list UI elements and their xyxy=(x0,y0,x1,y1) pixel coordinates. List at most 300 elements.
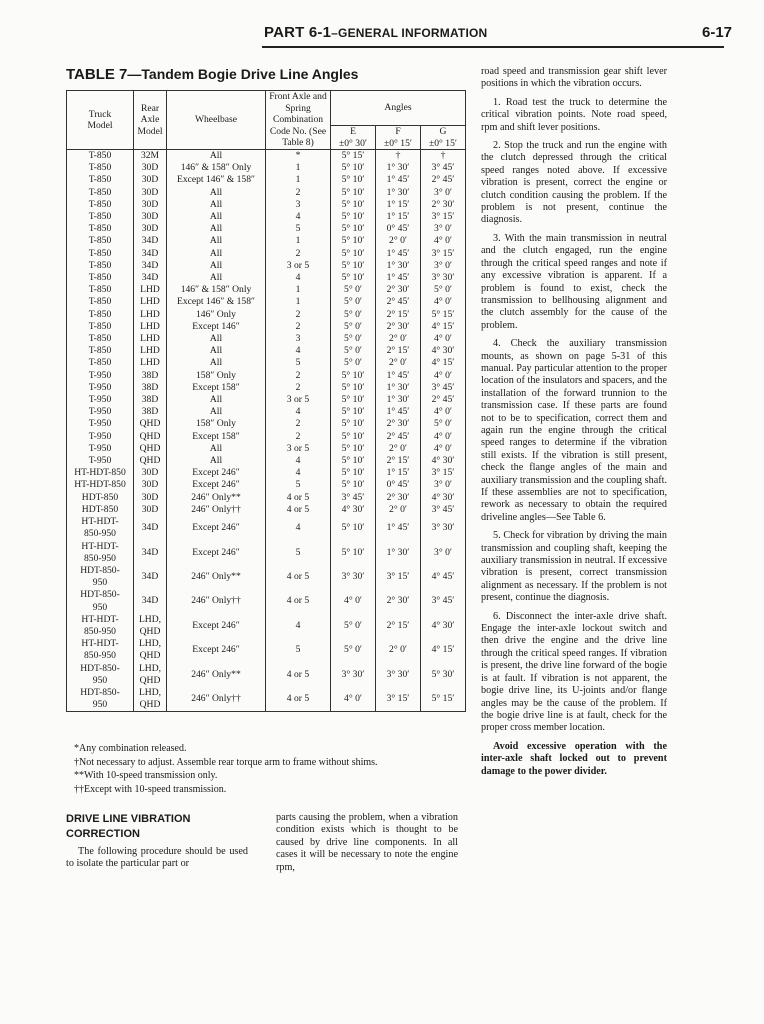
cell-truck-model: T-850 xyxy=(67,211,134,223)
cell-code: 4 or 5 xyxy=(266,589,331,613)
cell-rear-axle: QHD xyxy=(134,418,167,430)
cell-wheelbase: 246″ Only** xyxy=(167,663,266,687)
cell-angle-e: 5° 10′ xyxy=(331,516,376,540)
table-row xyxy=(67,406,466,418)
cell-code: 3 or 5 xyxy=(266,443,331,455)
cell-rear-axle: LHD, QHD xyxy=(134,663,167,687)
cell-angle-f: 1° 45′ xyxy=(376,248,421,260)
cell-rear-axle: 38D xyxy=(134,406,167,418)
step-1: 1. Road test the truck to determine the critical vibration points. Note road speed, rpm and shift lever positions. xyxy=(481,96,667,133)
cell-code: 4 xyxy=(266,345,331,357)
cell-angle-e: 5° 0′ xyxy=(331,309,376,321)
cell-truck-model: T-850 xyxy=(67,321,134,333)
cell-angle-e: 5° 10′ xyxy=(331,235,376,247)
cell-angle-f: 2° 15′ xyxy=(376,614,421,638)
cell-wheelbase: All xyxy=(167,272,266,284)
cell-truck-model: HT-HDT- 850-950 xyxy=(67,516,134,540)
cell-angle-f: 3° 30′ xyxy=(376,663,421,687)
cell-angle-f: 1° 15′ xyxy=(376,211,421,223)
cell-truck-model: T-950 xyxy=(67,431,134,443)
part-subtitle: –GENERAL INFORMATION xyxy=(331,26,488,40)
cell-angle-e: 5° 10′ xyxy=(331,187,376,199)
cell-angle-e: 5° 10′ xyxy=(331,382,376,394)
header-f-tolerance: ±0° 15′ xyxy=(376,138,421,150)
cell-wheelbase: 146″ & 158″ Only xyxy=(167,162,266,174)
table-row xyxy=(67,357,466,369)
cell-angle-g: 3° 45′ xyxy=(421,504,466,516)
cell-truck-model: T-950 xyxy=(67,394,134,406)
cell-truck-model: T-850 xyxy=(67,150,134,163)
paragraph: parts causing the problem, when a vibration condition exists which is thought to be caused by drive line components. In all cases it will be necessary to note the engine rpm, xyxy=(276,812,458,873)
cell-angle-e: 5° 10′ xyxy=(331,260,376,272)
cell-wheelbase: All xyxy=(167,455,266,467)
cell-angle-g: 4° 30′ xyxy=(421,455,466,467)
cell-wheelbase: All xyxy=(167,260,266,272)
cell-truck-model: T-850 xyxy=(67,162,134,174)
cell-code: 2 xyxy=(266,370,331,382)
table-footnotes xyxy=(74,742,378,796)
cell-code: 4 xyxy=(266,467,331,479)
cell-angle-g: 4° 0′ xyxy=(421,333,466,345)
cell-code: 2 xyxy=(266,418,331,430)
table-row xyxy=(67,431,466,443)
cell-angle-f: 1° 45′ xyxy=(376,516,421,540)
cell-rear-axle: 34D xyxy=(134,248,167,260)
cell-angle-f: 1° 30′ xyxy=(376,162,421,174)
table-row xyxy=(67,150,466,163)
cell-code: 4 xyxy=(266,516,331,540)
cell-angle-g: 4° 15′ xyxy=(421,357,466,369)
cell-code: 5 xyxy=(266,479,331,491)
cell-angle-e: 5° 10′ xyxy=(331,248,376,260)
cell-code: 2 xyxy=(266,187,331,199)
cell-wheelbase: All xyxy=(167,211,266,223)
part-label: PART 6-1 xyxy=(264,24,332,41)
cell-angle-e: 4° 0′ xyxy=(331,687,376,712)
cell-truck-model: T-950 xyxy=(67,455,134,467)
cell-angle-g: 4° 0′ xyxy=(421,431,466,443)
table-row xyxy=(67,492,466,504)
cell-rear-axle: 38D xyxy=(134,382,167,394)
cell-code: 3 xyxy=(266,333,331,345)
cell-angle-e: 5° 0′ xyxy=(331,345,376,357)
table-row xyxy=(67,162,466,174)
table-row xyxy=(67,333,466,345)
table-row xyxy=(67,260,466,272)
cell-angle-f: 2° 30′ xyxy=(376,492,421,504)
cell-truck-model: HDT-850- 950 xyxy=(67,589,134,613)
step-3: 3. With the main transmission in neutral and the clutch engaged, run the engine through the critical speed ranges and note if any excessive vibration is apparent. If a problem is found to exist, check the transmission to bellhousing alignment and the clutch assembly for the cause of the problem. xyxy=(481,232,667,331)
cell-rear-axle: 30D xyxy=(134,504,167,516)
cell-rear-axle: 30D xyxy=(134,492,167,504)
table-row xyxy=(67,467,466,479)
cell-code: 5 xyxy=(266,541,331,565)
cell-code: 4 or 5 xyxy=(266,504,331,516)
cell-wheelbase: Except 146″ & 158″ xyxy=(167,296,266,308)
cell-angle-e: 5° 10′ xyxy=(331,174,376,186)
cell-truck-model: T-950 xyxy=(67,370,134,382)
cell-angle-e: 5° 0′ xyxy=(331,638,376,662)
cell-code: 3 or 5 xyxy=(266,394,331,406)
cell-angle-f: 2° 0′ xyxy=(376,638,421,662)
paragraph: road speed and transmission gear shift lever positions in which the vibration occurs. xyxy=(481,66,667,90)
cell-angle-e: 5° 10′ xyxy=(331,211,376,223)
cell-rear-axle: QHD xyxy=(134,431,167,443)
cell-angle-f: 1° 15′ xyxy=(376,467,421,479)
cell-rear-axle: 30D xyxy=(134,162,167,174)
cell-angle-f: 0° 45′ xyxy=(376,479,421,491)
table-row xyxy=(67,309,466,321)
cell-wheelbase: All xyxy=(167,333,266,345)
cell-angle-e: 5° 10′ xyxy=(331,479,376,491)
cell-wheelbase: Except 246″ xyxy=(167,479,266,491)
cell-angle-g: 4° 45′ xyxy=(421,565,466,589)
table-row xyxy=(67,687,466,712)
header-e-tolerance: ±0° 30′ xyxy=(331,138,376,150)
cell-angle-f: 2° 45′ xyxy=(376,431,421,443)
cell-angle-e: 5° 10′ xyxy=(331,541,376,565)
cell-angle-g: 3° 45′ xyxy=(421,162,466,174)
table-row xyxy=(67,614,466,638)
cell-rear-axle: 30D xyxy=(134,467,167,479)
cell-truck-model: HDT-850- 950 xyxy=(67,687,134,712)
cell-angle-f: 0° 45′ xyxy=(376,223,421,235)
cell-truck-model: HT-HDT- 850-950 xyxy=(67,614,134,638)
table-row xyxy=(67,638,466,662)
step-4: 4. Check the auxiliary transmission mounts, as shown on page 5-31 of this manual. Pay particular attention to the proper location of the insulators and spacers, and the installation of the forward trunnion to the transmission case. If these parts are found not to be to specification, correct them and again run the engine through the critical speed ranges to determine if the vibration still exists. If the vibration is still present, check the flange angles of the main and auxiliary transmission and the coupling shaft. If these assemblies are not to specification, rework as necessary to obtain the required driveline angles—See Table 6. xyxy=(481,338,667,523)
cell-truck-model: HDT-850- 950 xyxy=(67,663,134,687)
cell-truck-model: T-850 xyxy=(67,260,134,272)
cell-rear-axle: 38D xyxy=(134,394,167,406)
cell-wheelbase: 158″ Only xyxy=(167,418,266,430)
cell-rear-axle: 30D xyxy=(134,199,167,211)
cell-code: 3 xyxy=(266,199,331,211)
cell-truck-model: T-850 xyxy=(67,187,134,199)
cell-rear-axle: LHD, QHD xyxy=(134,687,167,712)
cell-rear-axle: 30D xyxy=(134,479,167,491)
cell-angle-f: 2° 45′ xyxy=(376,296,421,308)
section-heading-line: CORRECTION xyxy=(66,828,140,840)
cell-wheelbase: All xyxy=(167,394,266,406)
table-row xyxy=(67,382,466,394)
table-row xyxy=(67,541,466,565)
warning-note: Avoid excessive operation with the inter-axle shaft locked out to prevent damage to the power divider. xyxy=(481,740,667,777)
table-label: TABLE 7 xyxy=(66,66,128,83)
drive-line-angles-table xyxy=(66,90,466,712)
cell-angle-f: 2° 0′ xyxy=(376,504,421,516)
cell-truck-model: T-850 xyxy=(67,235,134,247)
cell-rear-axle: LHD xyxy=(134,357,167,369)
cell-wheelbase: 246″ Only†† xyxy=(167,504,266,516)
cell-wheelbase: All xyxy=(167,235,266,247)
cell-angle-f: 1° 30′ xyxy=(376,394,421,406)
step-6: 6. Disconnect the inter-axle drive shaft. Engage the inter-axle lockout switch and then drive the engine and the drive line through the critical speed ranges. If vibration is present, the drive line forward of the bogie is at fault. If vibration is not apparent, the bogie drive line, its U-joints and/or flange angles may be the cause of the problem. If the bogie drive line is at fault, check for the proper cross member location. xyxy=(481,610,667,734)
cell-code: 5 xyxy=(266,357,331,369)
cell-angle-f: 1° 30′ xyxy=(376,541,421,565)
cell-angle-e: 5° 10′ xyxy=(331,406,376,418)
cell-angle-e: 5° 10′ xyxy=(331,370,376,382)
table-row xyxy=(67,284,466,296)
cell-code: 2 xyxy=(266,248,331,260)
header-g-tolerance: ±0° 15′ xyxy=(421,138,466,150)
cell-rear-axle: 30D xyxy=(134,223,167,235)
cell-rear-axle: 34D xyxy=(134,235,167,247)
cell-code: 4 xyxy=(266,406,331,418)
cell-truck-model: T-950 xyxy=(67,443,134,455)
cell-rear-axle: 34D xyxy=(134,565,167,589)
right-column-text xyxy=(481,66,667,784)
cell-rear-axle: LHD xyxy=(134,284,167,296)
cell-angle-f: 1° 30′ xyxy=(376,260,421,272)
cell-wheelbase: 246″ Only** xyxy=(167,565,266,589)
table-row xyxy=(67,565,466,589)
cell-code: 2 xyxy=(266,309,331,321)
cell-wheelbase: 158″ Only xyxy=(167,370,266,382)
cell-angle-g: 4° 0′ xyxy=(421,296,466,308)
footnote: *Any combination released. xyxy=(74,743,187,754)
cell-angle-e: 5° 0′ xyxy=(331,614,376,638)
cell-angle-f: 1° 45′ xyxy=(376,406,421,418)
cell-code: 1 xyxy=(266,235,331,247)
cell-code: 4 or 5 xyxy=(266,687,331,712)
footnote: †Not necessary to adjust. Assemble rear torque arm to frame without shims. xyxy=(74,756,378,768)
cell-truck-model: T-850 xyxy=(67,284,134,296)
cell-angle-e: 5° 10′ xyxy=(331,199,376,211)
cell-angle-e: 5° 10′ xyxy=(331,223,376,235)
cell-code: 4 xyxy=(266,211,331,223)
cell-wheelbase: All xyxy=(167,150,266,163)
cell-angle-g: 2° 45′ xyxy=(421,394,466,406)
cell-code: 4 or 5 xyxy=(266,492,331,504)
cell-code: 4 or 5 xyxy=(266,565,331,589)
cell-wheelbase: 246″ Only** xyxy=(167,492,266,504)
cell-angle-f: 2° 30′ xyxy=(376,321,421,333)
left-column-text xyxy=(66,846,248,871)
cell-code: 2 xyxy=(266,431,331,443)
cell-rear-axle: LHD xyxy=(134,321,167,333)
table-row xyxy=(67,296,466,308)
header-front-axle: Front Axle and Spring Combination Code No. (See Table 8) xyxy=(266,91,331,150)
cell-truck-model: HT-HDT- 850-950 xyxy=(67,638,134,662)
table-row xyxy=(67,223,466,235)
cell-wheelbase: 246″ Only†† xyxy=(167,589,266,613)
cell-angle-g: 5° 0′ xyxy=(421,418,466,430)
cell-rear-axle: 38D xyxy=(134,370,167,382)
cell-angle-e: 5° 10′ xyxy=(331,272,376,284)
cell-angle-f: 2° 0′ xyxy=(376,333,421,345)
cell-wheelbase: All xyxy=(167,357,266,369)
cell-angle-e: 3° 45′ xyxy=(331,492,376,504)
cell-angle-f: 2° 15′ xyxy=(376,455,421,467)
cell-angle-g: 5° 15′ xyxy=(421,687,466,712)
cell-rear-axle: 30D xyxy=(134,211,167,223)
header-rear-axle: Rear Axle Model xyxy=(134,91,167,150)
cell-rear-axle: LHD, QHD xyxy=(134,638,167,662)
table-row xyxy=(67,394,466,406)
cell-angle-e: 3° 30′ xyxy=(331,663,376,687)
cell-truck-model: HDT-850- 950 xyxy=(67,565,134,589)
cell-angle-g: 4° 0′ xyxy=(421,443,466,455)
cell-angle-g: 4° 30′ xyxy=(421,614,466,638)
cell-truck-model: T-950 xyxy=(67,418,134,430)
table-row xyxy=(67,443,466,455)
cell-wheelbase: All xyxy=(167,248,266,260)
cell-code: 4 or 5 xyxy=(266,663,331,687)
cell-rear-axle: 32M xyxy=(134,150,167,163)
cell-rear-axle: 34D xyxy=(134,260,167,272)
cell-angle-g: 2° 45′ xyxy=(421,174,466,186)
cell-angle-e: 5° 0′ xyxy=(331,296,376,308)
cell-angle-f: 2° 0′ xyxy=(376,357,421,369)
header-f: F xyxy=(376,126,421,138)
cell-rear-axle: LHD xyxy=(134,333,167,345)
cell-rear-axle: 34D xyxy=(134,516,167,540)
cell-angle-g: 5° 30′ xyxy=(421,663,466,687)
cell-angle-f: 2° 0′ xyxy=(376,235,421,247)
cell-angle-f: 1° 30′ xyxy=(376,187,421,199)
cell-angle-g: 3° 0′ xyxy=(421,187,466,199)
cell-angle-e: 5° 10′ xyxy=(331,394,376,406)
cell-angle-e: 5° 0′ xyxy=(331,321,376,333)
header-angles: Angles xyxy=(331,91,466,126)
cell-angle-g: 2° 30′ xyxy=(421,199,466,211)
cell-angle-g: 3° 15′ xyxy=(421,467,466,479)
header-rule xyxy=(262,46,724,48)
step-2: 2. Stop the truck and run the engine with the clutch depressed through the critical speed ranges noted above. If excessive vibration is present, correct the engine or clutch condition causing the problem. If the problem is not present, continue the diagnosis. xyxy=(481,140,667,226)
cell-angle-e: 4° 0′ xyxy=(331,589,376,613)
table-row xyxy=(67,589,466,613)
cell-angle-g: 3° 30′ xyxy=(421,272,466,284)
table-row xyxy=(67,418,466,430)
cell-angle-g: 3° 0′ xyxy=(421,223,466,235)
cell-wheelbase: Except 158″ xyxy=(167,431,266,443)
cell-angle-f: 1° 30′ xyxy=(376,382,421,394)
cell-truck-model: HDT-850 xyxy=(67,492,134,504)
cell-code: 1 xyxy=(266,174,331,186)
cell-code: 5 xyxy=(266,638,331,662)
table-row xyxy=(67,321,466,333)
cell-rear-axle: QHD xyxy=(134,443,167,455)
cell-rear-axle: 34D xyxy=(134,589,167,613)
cell-code: 3 or 5 xyxy=(266,260,331,272)
cell-angle-e: 5° 10′ xyxy=(331,467,376,479)
table-row xyxy=(67,272,466,284)
table-row xyxy=(67,516,466,540)
header-truck-model: Truck Model xyxy=(67,91,134,150)
cell-angle-e: 5° 10′ xyxy=(331,418,376,430)
cell-angle-g: 4° 0′ xyxy=(421,406,466,418)
cell-angle-g: 3° 0′ xyxy=(421,541,466,565)
table-row xyxy=(67,345,466,357)
cell-wheelbase: Except 246″ xyxy=(167,614,266,638)
cell-wheelbase: Except 246″ xyxy=(167,467,266,479)
cell-wheelbase: 246″ Only†† xyxy=(167,687,266,712)
cell-angle-g: 4° 0′ xyxy=(421,370,466,382)
footnote: ††Except with 10-speed transmission. xyxy=(74,783,227,795)
cell-rear-axle: 30D xyxy=(134,187,167,199)
cell-angle-g: 4° 0′ xyxy=(421,235,466,247)
cell-truck-model: T-850 xyxy=(67,333,134,345)
cell-angle-g: 3° 30′ xyxy=(421,516,466,540)
cell-truck-model: T-850 xyxy=(67,174,134,186)
cell-angle-f: 1° 15′ xyxy=(376,199,421,211)
cell-angle-e: 5° 10′ xyxy=(331,443,376,455)
table-row xyxy=(67,187,466,199)
cell-angle-f: 2° 0′ xyxy=(376,443,421,455)
cell-wheelbase: Except 246″ xyxy=(167,541,266,565)
cell-angle-f: 3° 15′ xyxy=(376,687,421,712)
cell-wheelbase: All xyxy=(167,443,266,455)
table-row xyxy=(67,504,466,516)
cell-wheelbase: 146″ & 158″ Only xyxy=(167,284,266,296)
cell-wheelbase: All xyxy=(167,187,266,199)
cell-truck-model: T-950 xyxy=(67,406,134,418)
cell-angle-f: 1° 45′ xyxy=(376,174,421,186)
cell-code: 1 xyxy=(266,296,331,308)
cell-truck-model: HT-HDT-850 xyxy=(67,467,134,479)
table-body xyxy=(67,150,466,712)
table-row xyxy=(67,248,466,260)
cell-angle-f: 2° 30′ xyxy=(376,589,421,613)
cell-rear-axle: 34D xyxy=(134,272,167,284)
cell-angle-g: 3° 15′ xyxy=(421,248,466,260)
cell-rear-axle: 30D xyxy=(134,174,167,186)
table-row xyxy=(67,235,466,247)
middle-column-text xyxy=(276,812,458,874)
cell-rear-axle: LHD xyxy=(134,309,167,321)
cell-wheelbase: All xyxy=(167,406,266,418)
cell-truck-model: T-850 xyxy=(67,296,134,308)
cell-code: 4 xyxy=(266,614,331,638)
table-row xyxy=(67,479,466,491)
section-heading xyxy=(66,812,190,842)
cell-angle-e: 5° 0′ xyxy=(331,284,376,296)
cell-angle-g: 3° 0′ xyxy=(421,479,466,491)
header-wheelbase: Wheelbase xyxy=(167,91,266,150)
table-row xyxy=(67,174,466,186)
cell-angle-e: 3° 30′ xyxy=(331,565,376,589)
cell-angle-e: 4° 30′ xyxy=(331,504,376,516)
cell-angle-f: 2° 30′ xyxy=(376,284,421,296)
cell-wheelbase: Except 158″ xyxy=(167,382,266,394)
cell-truck-model: HT-HDT- 850-950 xyxy=(67,541,134,565)
cell-truck-model: T-850 xyxy=(67,272,134,284)
cell-code: 2 xyxy=(266,321,331,333)
header-g: G xyxy=(421,126,466,138)
cell-code: 4 xyxy=(266,455,331,467)
cell-truck-model: T-850 xyxy=(67,309,134,321)
cell-truck-model: T-850 xyxy=(67,357,134,369)
cell-angle-f: † xyxy=(376,150,421,163)
table-row xyxy=(67,211,466,223)
cell-angle-f: 1° 45′ xyxy=(376,370,421,382)
footnote: **With 10-speed transmission only. xyxy=(74,770,218,781)
table-caption: —Tandem Bogie Drive Line Angles xyxy=(127,66,359,82)
cell-angle-g: 5° 0′ xyxy=(421,284,466,296)
cell-rear-axle: LHD xyxy=(134,345,167,357)
section-heading-line: DRIVE LINE VIBRATION xyxy=(66,813,191,825)
cell-wheelbase: All xyxy=(167,223,266,235)
cell-code: 2 xyxy=(266,382,331,394)
cell-rear-axle: QHD xyxy=(134,455,167,467)
cell-angle-f: 3° 15′ xyxy=(376,565,421,589)
cell-code: * xyxy=(266,150,331,163)
table-title xyxy=(66,66,358,83)
cell-angle-g: 3° 15′ xyxy=(421,211,466,223)
cell-angle-g: 3° 45′ xyxy=(421,589,466,613)
cell-angle-g: 4° 30′ xyxy=(421,492,466,504)
cell-truck-model: HDT-850 xyxy=(67,504,134,516)
